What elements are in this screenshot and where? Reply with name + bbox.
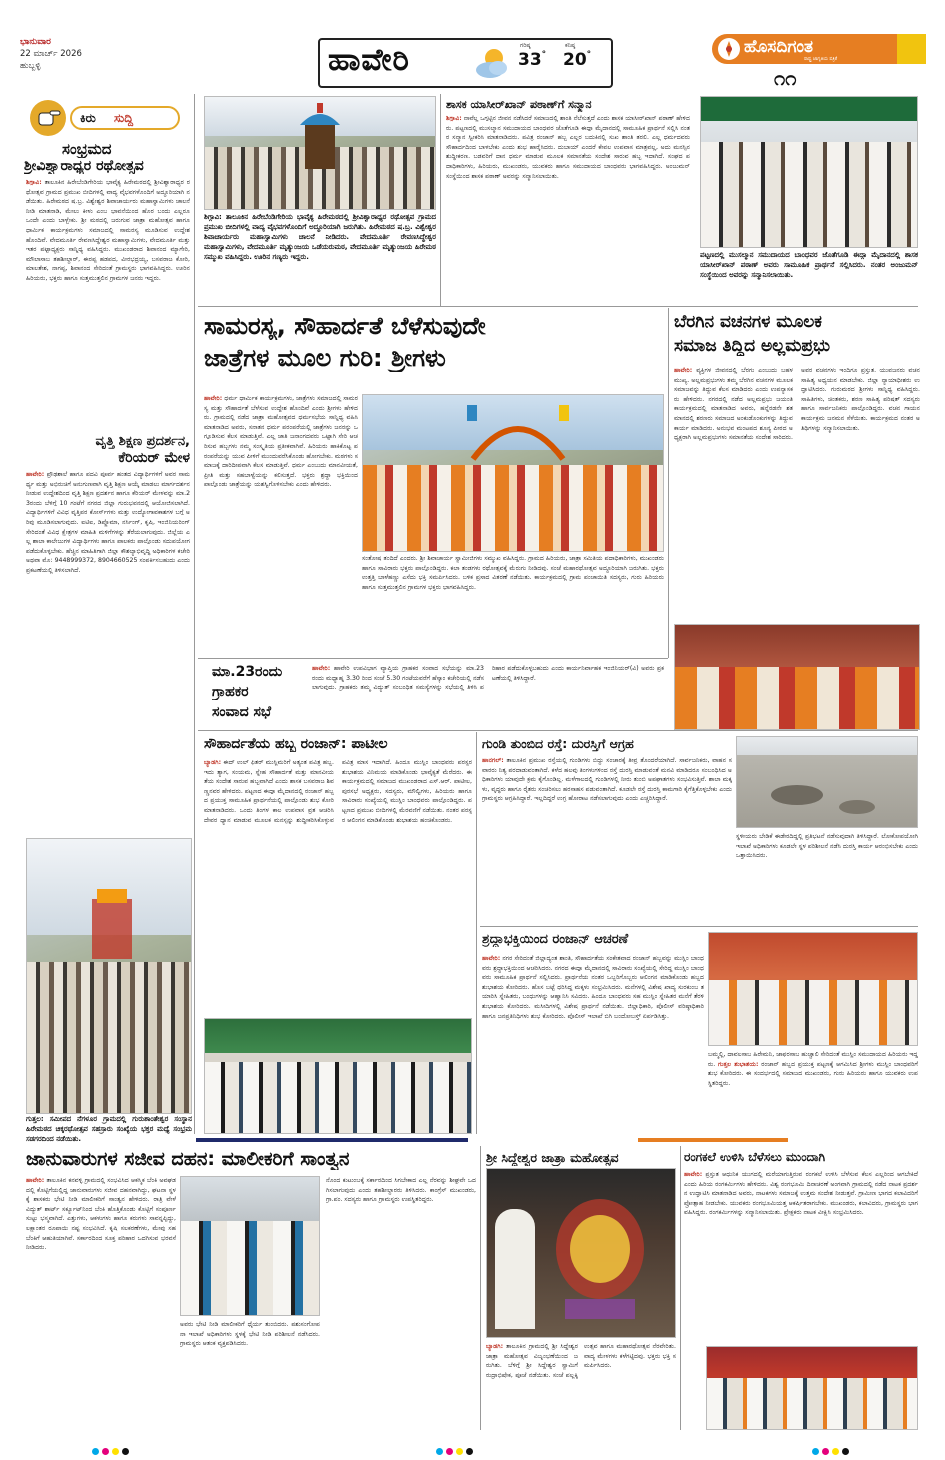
kirusuddi-label-b: ಸುದ್ದಿ	[114, 111, 134, 125]
gundi-body: ತಾಲೂಕಿನ ಪ್ರಮುಖ ರಸ್ತೆಯಲ್ಲಿ ಗುಂಡಿಗಳು ಬಿದ್ದು ಸಂಚಾರಕ್ಕೆ ತೀವ್ರ ತೊಂದರೆಯಾಗಿದೆ. ಸಾರ್ವಜನಿಕರು, ವಾಹನ ಸವಾರರು ನಿತ್ಯ ಪರದಾಡುವಂತಾಗಿದೆ. ಕಳೆದ ಹಲವು ತಿಂಗಳುಗಳಿಂದ ರಸ್ತೆ ದುರಸ್ತಿ ಮಾಡುವಂತೆ ಮನವಿ ಮಾಡಿದರೂ ಸಂಬಂಧಿಸಿದ ಅಧಿಕಾರಿಗಳು ಯಾವುದೇ ಕ್ರಮ ಕೈಗೊಂಡಿಲ್ಲ. ಮಳೆಗಾಲದಲ್ಲಿ ಗುಂಡಿಗಳಲ್ಲಿ ನೀರು ತುಂಬಿ ಅಪಘಾತಗಳು ಸಂಭವಿಸುತ್ತಿವೆ. ಶಾಲಾ ಮಕ್ಕಳು, ವೃದ್ಧರು ಹಾಗೂ ರೈತರು ಸಂಚರಿಸಲು ಹರಸಾಹಸ ಪಡುವಂತಾಗಿದೆ. ಕೂಡಲೇ ರಸ್ತೆ ದುರಸ್ತಿ ಕಾಮಗಾರಿ ಕೈಗೆತ್ತಿಕೊಳ್ಳಬೇಕು ಎಂದು ಗ್ರಾಮಸ್ಥರು ಆಗ್ರಹಿಸಿದ್ದಾರೆ. ಇಲ್ಲದಿದ್ದರೆ ಉಗ್ರ ಹೋರಾಟ ನಡೆಸಲಾಗುವುದು ಎಂದು ಎಚ್ಚರಿಸಿದ್ದಾರೆ.	[482, 757, 732, 803]
vrutti-head2: ಕೆರಿಯರ್ ಮೇಳ	[118, 450, 190, 466]
rangakale-dateline: ಹಾವೇರಿ:	[684, 1171, 703, 1178]
rangakale-article	[684, 1170, 918, 1342]
shraddha-article	[482, 954, 704, 1134]
max-temp-label: ಗರಿಷ್ಠ	[520, 42, 531, 49]
samarasya-head2: ಜಾತ್ರೆಗಳ ಮೂಲ ಗುರಿ: ಶ್ರೀಗಳು	[204, 344, 446, 372]
vrutti-head1: ವೃತ್ತಿ ಶಿಕ್ಷಣ ಪ್ರದರ್ಶನ,	[95, 434, 190, 449]
registration-dots-mid	[436, 1440, 476, 1459]
brand-block	[712, 34, 926, 90]
allama-body: ವ್ಯಕ್ತಿಗಳ ಜೀವನದಲ್ಲಿ ಬೆರಗು ಎಂಬುದು ಬಹಳ ಮುಖ್ಯ. ಅಲ್ಲಮಪ್ರಭುಗಳು ತಮ್ಮ ಬೆರಗಿನ ವಚನಗಳ ಮೂಲಕ ಸಮಾಜವನ್ನು ತಿದ್ದುವ ಕೆಲಸ ಮಾಡಿದರು ಎಂದು ಉಪನ್ಯಾಸಕರು ಹೇಳಿದರು. ನಗರದಲ್ಲಿ ನಡೆದ ಅಲ್ಲಮಪ್ರಭು ಜಯಂತಿ ಕಾರ್ಯಕ್ರಮದಲ್ಲಿ ಮಾತನಾಡಿದ ಅವರು, ಹನ್ನೆರಡನೇ ಶತಮಾನದಲ್ಲಿ ಶರಣರು ಸಮಾಜದ ಅಂಕುಡೊಂಕುಗಳನ್ನು ತಿದ್ದುವ ಕಾರ್ಯ ಮಾಡಿದರು. ಅನುಭವ ಮಂಟಪದ ಶೂನ್ಯ ಪೀಠದ ಅಧ್ಯಕ್ಷರಾಗಿ ಅಲ್ಲಮಪ್ರಭುಗಳು ಸಮಾನತೆಯ ಸಂದೇಶ ಸಾರಿದರು. ಅವರ ವಚನಗಳು ಇಂದಿಗೂ ಪ್ರಸ್ತುತ. ಯುವಜನರು ವಚನ ಸಾಹಿತ್ಯ ಅಧ್ಯಯನ ಮಾಡಬೇಕು. ಜಿಲ್ಲಾ ನ್ಯಾಯಾಧೀಶರು ಉದ್ಘಾಟಿಸಿದರು. ಗುರುಮಠದ ಶ್ರೀಗಳು ಸಾನ್ನಿಧ್ಯ ವಹಿಸಿದ್ದರು. ಸಾಹಿತಿಗಳು, ಚಿಂತಕರು, ಶರಣ ಸಾಹಿತ್ಯ ಪರಿಷತ್ ಸದಸ್ಯರು ಹಾಗೂ ಸಾರ್ವಜನಿಕರು ಪಾಲ್ಗೊಂಡಿದ್ದರು. ವಚನ ಗಾಯನ ಕಾರ್ಯಕ್ರಮ ಜನಮನ ಸೆಳೆಯಿತು. ಕಾರ್ಯಕ್ರಮದ ನಂತರ ಅತಿಥಿಗಳನ್ನು ಸನ್ಮಾನಿಸಲಾಯಿತು.	[674, 367, 920, 442]
masthead	[0, 0, 945, 92]
kirusuddi-pill	[70, 106, 180, 130]
allama-dateline: ಹಾವೇರಿ:	[674, 367, 693, 374]
siddheshwara-article	[486, 1342, 676, 1430]
min-temp-degree: °	[586, 50, 592, 60]
masthead-title-box	[318, 38, 613, 88]
samarasya-head1: ಸಾಮರಸ್ಯ, ಸೌಹಾರ್ದತೆ ಬೆಳೆಸುವುದೇ	[204, 312, 486, 340]
masthead-date-block	[20, 36, 170, 88]
samarasya-body2: ಸಂತೋಷ ತಂದಿದೆ ಎಂದರು. ಶ್ರೀ ಶಿವಾಚಾರ್ಯ ಸ್ವಾಮೀಜಿಗಳು ಸಮ್ಮುಖ ವಹಿಸಿದ್ದರು. ಗ್ರಾಮದ ಹಿರಿಯರು, ಜಾತ್ರಾ ಸಮಿತಿಯ ಪದಾಧಿಕಾರಿಗಳು, ಮುಖಂಡರು ಹಾಗೂ ಸಾವಿರಾರು ಭಕ್ತರು ಪಾಲ್ಗೊಂಡಿದ್ದರು. ಕಲಾ ತಂಡಗಳು ರಥೋತ್ಸವಕ್ಕೆ ಮೆರುಗು ನೀಡಿದವು. ಸಂಜೆ ಮಹಾರಥೋತ್ಸವ ಅದ್ಧೂರಿಯಾಗಿ ಜರುಗಿತು. ಭಕ್ತರು ಉತ್ತತ್ತಿ ಬಾಳೆಹಣ್ಣು ಎಸೆದು ಭಕ್ತಿ ಸಮರ್ಪಿಸಿದರು. ಬಳಿಕ ಪ್ರಸಾದ ವಿತರಣೆ ನಡೆಯಿತು. ಕಾರ್ಯಕ್ರಮದಲ್ಲಿ ಗ್ರಾಮ ಪಂಚಾಯಿತಿ ಸದಸ್ಯರು, ಗುರು ಹಿರಿಯರು ಹಾಗೂ ಸುತ್ತಮುತ್ತಲಿನ ಗ್ರಾಮಗಳ ಭಕ್ತರು ಭಾಗವಹಿಸಿದ್ದರು.	[362, 555, 664, 591]
yasir-body: ನಾವೆಲ್ಲ ಒಗ್ಗಟ್ಟಿನ ಜೀವನ ನಡೆಸಿದರೆ ಸಮಾಜದಲ್ಲಿ ಶಾಂತಿ ನೆಲೆಸುತ್ತದೆ ಎಂದು ಶಾಸಕ ಯಾಸೀರ್‌ಖಾನ್ ಪಠಾಣ್ ಹೇಳಿದರು. ಪಟ್ಟಣದಲ್ಲಿ ಮುಸಲ್ಮಾನ ಸಮುದಾಯದ ಬಾಂಧವರ ಜೊತೆಗೂಡಿ ಈದ್ಗಾ ಮೈದಾನದಲ್ಲಿ ಸಾಮೂಹಿಕ ಪ್ರಾರ್ಥನೆ ಸಲ್ಲಿಸಿ ನಂತರ ಸನ್ಮಾನ ಸ್ವೀಕರಿಸಿ ಮಾತನಾಡಿದರು. ಪವಿತ್ರ ರಂಜಾನ್ ಹಬ್ಬ ಎಲ್ಲರ ಬದುಕಿನಲ್ಲಿ ಸುಖ ಶಾಂತಿ ತರಲಿ. ಎಲ್ಲ ಧರ್ಮದವರು ಸೌಹಾರ್ದದಿಂದ ಬಾಳಬೇಕು ಎಂದು ಶುಭ ಹಾರೈಸಿದರು. ದುಬಾಯ್ ಎಂದರೆ ಕೇವಲ ಉಪವಾಸ ಮಾತ್ರವಲ್ಲ, ಅದು ಮನಸ್ಸಿನ ಶುದ್ಧೀಕರಣ. ಬಡವರಿಗೆ ದಾನ ಧರ್ಮ ಮಾಡುವ ಮೂಲಕ ಸಮಾನತೆಯ ಸಂದೇಶ ಸಾರುವ ಹಬ್ಬ ಇದಾಗಿದೆ. ಸಂಘದ ಪದಾಧಿಕಾರಿಗಳು, ಹಿರಿಯರು, ಮುಖಂಡರು, ಯುವಕರು ಹಾಗೂ ಸಮುದಾಯದ ಬಾಂಧವರು ಭಾಗವಹಿಸಿದ್ದರು. ಅಂಜುಮನ್ ಸಂಸ್ಥೆಯಿಂದ ಶಾಸಕ ಪಠಾಣ್ ಅವರನ್ನು ಸನ್ಮಾನಿಸಲಾಯಿತು.	[446, 115, 690, 180]
janu-article-col3	[326, 1176, 476, 1428]
section-divider-band	[196, 1138, 918, 1142]
rathotsava-photo	[204, 96, 436, 210]
souharda-article	[204, 758, 472, 1012]
max-temp-degree: °	[541, 50, 547, 60]
janu-body3: ನೊಂದ ಕುಟುಂಬಕ್ಕೆ ಸರ್ಕಾರದಿಂದ ಸಿಗಬೇಕಾದ ಎಲ್ಲ ನೆರವನ್ನು ಶೀಘ್ರವೇ ಒದಗಿಸಲಾಗುವುದು ಎಂದು ತಹಶೀಲ್ದಾರರು ತಿಳಿಸಿದರು. ಕಾಂಗ್ರೆಸ್ ಮುಖಂಡರು, ಗ್ರಾ.ಪಂ. ಸದಸ್ಯರು ಹಾಗೂ ಗ್ರಾಮಸ್ಥರು ಉಪಸ್ಥಿತರಿದ್ದರು.	[326, 1177, 476, 1204]
souharda-dateline: ಬ್ಯಾಡಗಿ:	[204, 759, 222, 766]
siddheshwara-dateline: ಬ್ಯಾಡಗಿ:	[486, 1343, 504, 1350]
shraddha-cap-text: ಬಮ್ಮಲ್ಲಿ, ದಾವಲಸಾಬ ಹಿರೇಮನಿ, ಜಾಫರಸಾಬ ಹುಚ್ಚಾಲಿ ಸೇರಿದಂತೆ ಮುಸ್ಲಿಂ ಸಮುದಾಯದ ಹಿರಿಯರು ಇದ್ದರು.	[708, 1051, 918, 1068]
masthead-title: ಹಾವೇರಿ	[328, 42, 410, 78]
rangakale-photo	[706, 1346, 918, 1430]
janu-visit-photo	[180, 1176, 320, 1316]
janu-body2: ಅವರು ಭೇಟಿ ನೀಡಿ ಮಾಲೀಕರಿಗೆ ಧೈರ್ಯ ತುಂಬಿದರು. ಪಶುಸಂಗೋಪನಾ ಇಲಾಖೆ ಅಧಿಕಾರಿಗಳು ಸ್ಥಳಕ್ಕೆ ಭೇಟಿ ನೀಡಿ ಪರಿಶೀಲನೆ ನಡೆಸಿದರು. ಗ್ರಾಮಸ್ಥರು ಆತಂಕ ವ್ಯಕ್ತಪಡಿಸಿದರು.	[180, 1321, 320, 1348]
kirusuddi-badge	[30, 100, 190, 136]
min-temp-value: 20	[563, 50, 587, 70]
max-temp-value: 33	[518, 50, 542, 70]
janu-article-col1	[26, 1176, 176, 1428]
samarasya-dateline: ಹಾವೇರಿ:	[204, 395, 223, 402]
shraddha-caption	[708, 1050, 918, 1134]
pointing-hand-icon	[30, 100, 66, 136]
janu-body1: ತಾಲೂಕಿನ ಕನವಳ್ಳಿ ಗ್ರಾಮದಲ್ಲಿ ಸಂಭವಿಸಿದ ಆಕಸ್ಮಿಕ ಬೆಂಕಿ ಅವಘಡದಲ್ಲಿ ಕೊಟ್ಟಿಗೆಯಲ್ಲಿದ್ದ ಜಾನುವಾರುಗಳು ಸಜೀವ ದಹನವಾಗಿದ್ದು, ಘಟನಾ ಸ್ಥಳಕ್ಕೆ ಶಾಸಕರು ಭೇಟಿ ನೀಡಿ ಮಾಲೀಕರಿಗೆ ಸಾಂತ್ವನ ಹೇಳಿದರು. ರಾತ್ರಿ ವೇಳೆ ವಿದ್ಯುತ್ ಶಾರ್ಟ್ ಸರ್ಕ್ಯೂಟ್‌ನಿಂದ ಬೆಂಕಿ ಹೊತ್ತಿಕೊಂಡು ಕೊಟ್ಟಿಗೆ ಸಂಪೂರ್ಣ ಸುಟ್ಟು ಭಸ್ಮವಾಗಿದೆ. ಎತ್ತುಗಳು, ಆಕಳುಗಳು ಹಾಗೂ ಕರುಗಳು ಸಾವನ್ನಪ್ಪಿದ್ದು, ಲಕ್ಷಾಂತರ ರೂಪಾಯಿ ನಷ್ಟ ಸಂಭವಿಸಿದೆ. ಕೃಷಿ ಸಲಕರಣೆಗಳು, ಮೇವು ಸಹ ಬೆಂಕಿಗೆ ಆಹುತಿಯಾಗಿವೆ. ಸರ್ಕಾರದಿಂದ ಸೂಕ್ತ ಪರಿಹಾರ ಒದಗಿಸುವ ಭರವಸೆ ನೀಡಿದರು.	[26, 1177, 176, 1252]
janu-head: ಜಾನುವಾರುಗಳ ಸಜೀವ ದಹನ: ಮಾಲೀಕರಿಗೆ ಸಾಂತ್ವನ	[26, 1148, 350, 1170]
registration-dots-right	[812, 1440, 852, 1459]
min-temp	[563, 50, 591, 70]
shraddha-body: ನಗರ ಸೇರಿದಂತೆ ಜಿಲ್ಲಾದ್ಯಂತ ಶಾಂತಿ, ಸೌಹಾರ್ದತೆಯ ಸಂಕೇತವಾದ ರಂಜಾನ್ ಹಬ್ಬವನ್ನು ಮುಸ್ಲಿಂ ಬಾಂಧವರು ಶ್ರದ್ಧಾಭಕ್ತಿಯಿಂದ ಆಚರಿಸಿದರು. ನಗರದ ಈದ್ಗಾ ಮೈದಾನದಲ್ಲಿ ಸಾವಿರಾರು ಸಂಖ್ಯೆಯಲ್ಲಿ ಸೇರಿದ್ದ ಮುಸ್ಲಿಂ ಬಾಂಧವರು ಸಾಮೂಹಿಕ ಪ್ರಾರ್ಥನೆ ಸಲ್ಲಿಸಿದರು. ಪ್ರಾರ್ಥನೆಯ ನಂತರ ಒಬ್ಬರಿಗೊಬ್ಬರು ಆಲಿಂಗನ ಮಾಡಿಕೊಂಡು ಹಬ್ಬದ ಶುಭಾಶಯ ಕೋರಿದರು. ಹೊಸ ಬಟ್ಟೆ ಧರಿಸಿದ್ದ ಮಕ್ಕಳು ಸಂಭ್ರಮಿಸಿದರು. ಮನೆಗಳಲ್ಲಿ ವಿಶೇಷ ಖಾದ್ಯ ಸುರಕುಂಬ ತಯಾರಿಸಿ ಸ್ನೇಹಿತರು, ಬಂಧುಗಳನ್ನು ಆಹ್ವಾನಿಸಿ ಸವಿದರು. ಹಿಂದೂ ಬಾಂಧವರು ಸಹ ಮುಸ್ಲಿಂ ಸ್ನೇಹಿತರ ಮನೆಗೆ ತೆರಳಿ ಶುಭಾಶಯ ಕೋರಿದರು. ಮಸೀದಿಗಳಲ್ಲಿ ವಿಶೇಷ ಪ್ರಾರ್ಥನೆ ನಡೆಯಿತು. ಜಿಲ್ಲಾಧಿಕಾರಿ, ಪೊಲೀಸ್ ವರಿಷ್ಠಾಧಿಕಾರಿ ಹಾಗೂ ಜನಪ್ರತಿನಿಧಿಗಳು ಶುಭ ಕೋರಿದರು. ಪೊಲೀಸ್ ಇಲಾಖೆ ಬಿಗಿ ಬಂದೋಬಸ್ತ್ ಏರ್ಪಡಿಸಿತ್ತು.	[482, 955, 704, 1020]
rangakale-head: ರಂಗಕಲೆ ಉಳಿಸಿ ಬೆಳೆಸಲು ಮುಂದಾಗಿ	[684, 1150, 826, 1164]
potholed-road-photo	[736, 736, 918, 828]
vrutti-article	[26, 470, 190, 832]
siddheshwara-body: ತಾಲೂಕಿನ ಗ್ರಾಮದಲ್ಲಿ ಶ್ರೀ ಸಿದ್ದೇಶ್ವರ ಜಾತ್ರಾ ಮಹೋತ್ಸವ ವಿಜೃಂಭಣೆಯಿಂದ ಜರುಗಿತು. ಬೆಳಿಗ್ಗೆ ಶ್ರೀ ಸಿದ್ದೇಶ್ವರ ಸ್ವಾಮಿಗೆ ರುದ್ರಾಭಿಷೇಕ, ಪೂಜೆ ನಡೆಯಿತು. ಸಂಜೆ ಪಲ್ಲಕ್ಕಿ ಉತ್ಸವ ಹಾಗೂ ಮಹಾರಥೋತ್ಸವ ನೆರವೇರಿತು. ವಾದ್ಯ ಮೇಳಗಳು ಕಳೆಗಟ್ಟಿದವು. ಭಕ್ತರು ಭಕ್ತಿ ಸಮರ್ಪಿಸಿದರು.	[486, 1343, 676, 1379]
gundi-article	[482, 756, 732, 918]
procession-caption: ಗುತ್ತಲ: ಸಮೀಪದ ನೆಗಳೂರ ಗ್ರಾಮದಲ್ಲಿ ಗುರುಶಾಂತೇಶ್ವರ ಸಂಸ್ಥಾನ ಹಿರೇಮಠದ ಚಿಕ್ಕರಥೋತ್ಸವ ಸಹಸ್ರಾರು ಸಂಖ್ಯೆಯ ಭಕ್ತರ ಮಧ್ಯೆ ಸಂಭ್ರಮ ಸಡಗರದಿಂದ ನಡೆಯಿತು.	[26, 1115, 192, 1143]
allama-head2: ಸಮಾಜ ತಿದ್ದಿದ ಅಲ್ಲಮಪ್ರಭು	[674, 336, 831, 356]
brand-corner	[897, 34, 926, 64]
samvada-article	[312, 664, 664, 724]
kirusuddi-label-a: ಕಿರು	[80, 111, 96, 125]
gundi-dateline: ಹಾನಗಲ್:	[482, 757, 504, 764]
allama-stage-photo	[674, 624, 920, 730]
souharda-body: ಈದ್ ಉಲ್ ಫಿತರ್ ಮುಸ್ಲಿಮರಿಗೆ ಅತ್ಯಂತ ಪವಿತ್ರ ಹಬ್ಬ. ಇದು ತ್ಯಾಗ, ಸಂಯಮ, ಸ್ನೇಹ ಸೌಹಾರ್ದತೆ ಮತ್ತು ಮಾನವೀಯತೆಯ ಸಂದೇಶ ಸಾರುವ ಹಬ್ಬವಾಗಿದೆ ಎಂದು ಶಾಸಕ ಬಸವರಾಜ ಶಿವಣ್ಣನವರ ಹೇಳಿದರು. ಪಟ್ಟಣದ ಈದ್ಗಾ ಮೈದಾನದಲ್ಲಿ ರಂಜಾನ್ ಹಬ್ಬದ ಪ್ರಯುಕ್ತ ಸಾಮೂಹಿಕ ಪ್ರಾರ್ಥನೆಯಲ್ಲಿ ಪಾಲ್ಗೊಂಡು ಶುಭ ಕೋರಿ ಮಾತನಾಡಿದರು. ಒಂದು ತಿಂಗಳ ಕಾಲ ಉಪವಾಸ ವ್ರತ ಆಚರಿಸಿ ದೇವರ ಧ್ಯಾನ ಮಾಡುವ ಮೂಲಕ ಮನಸ್ಸನ್ನು ಶುದ್ಧೀಕರಿಸಿಕೊಳ್ಳುವ ಪವಿತ್ರ ಮಾಸ ಇದಾಗಿದೆ. ಹಿಂದೂ ಮುಸ್ಲಿಂ ಬಾಂಧವರು ಪರಸ್ಪರ ಶುಭಾಶಯ ವಿನಿಮಯ ಮಾಡಿಕೊಂಡು ಭಾವೈಕ್ಯತೆ ಮೆರೆದರು. ಈ ಕಾರ್ಯಕ್ರಮದಲ್ಲಿ ಸಮಾಜದ ಮುಖಂಡರಾದ ಎಸ್.ಆರ್. ಪಾಟೀಲ, ಪುರಸಭೆ ಅಧ್ಯಕ್ಷರು, ಸದಸ್ಯರು, ಮೌಲ್ವಿಗಳು, ಹಿರಿಯರು ಹಾಗೂ ಸಾವಿರಾರು ಸಂಖ್ಯೆಯಲ್ಲಿ ಮುಸ್ಲಿಂ ಬಾಂಧವರು ಪಾಲ್ಗೊಂಡಿದ್ದರು. ಪಟ್ಟಣದ ಪ್ರಮುಖ ಬೀದಿಗಳಲ್ಲಿ ಮೆರವಣಿಗೆ ನಡೆಯಿತು. ನಂತರ ಪರಸ್ಪರ ಆಲಿಂಗನ ಮಾಡಿಕೊಂಡು ಶುಭಾಶಯ ಹಂಚಿಕೊಂಡರು.	[204, 759, 472, 824]
shraddha-sub-dateline: ಗುತ್ತಲ ಶುಭಾಶಯ:	[718, 1060, 759, 1068]
allama-head1: ಬೆರಗಿನ ವಚನಗಳ ಮೂಲಕ	[674, 312, 822, 332]
felicitation-caption: ಪಟ್ಟಣದಲ್ಲಿ ಮುಸಲ್ಮಾನ ಸಮುದಾಯದ ಬಾಂಧವರ ಜೊತೆಗೂಡಿ ಈದ್ಗಾ ಮೈದಾನದಲ್ಲಿ ಶಾಸಕ ಯಾಸೀರ್‌ಖಾನ್ ಪಠಾಣ್ ಅವರು ಸಾಮೂಹಿಕ ಪ್ರಾರ್ಥನೆ ಸಲ್ಲಿಸಿದರು. ನಂತರ ಅಂಜುಮನ್ ಸಂಸ್ಥೆಯಿಂದ ಅವರನ್ನು ಸನ್ಮಾನಿಸಲಾಯಿತು.	[700, 251, 918, 279]
masthead-date: 22 ಮಾರ್ಚ್ 2026	[20, 49, 82, 59]
masthead-day: ಭಾನುವಾರ	[20, 37, 51, 47]
samvada-body: ಹಾವೇರಿ ಉಪವಿಭಾಗ ವ್ಯಾಪ್ತಿಯ ಗ್ರಾಹಕರ ಸಂವಾದ ಸಭೆಯನ್ನು ಮಾ.23 ರಂದು ಮಧ್ಯಾಹ್ನ 3.30 ರಿಂದ ಸಂಜೆ 5.30 ಗಂಟೆಯವರೆಗೆ ಹೆಸ್ಕಾಂ ಕಚೇರಿಯಲ್ಲಿ ನಡೆಸಲಾಗುವುದು. ಗ್ರಾಹಕರು ತಮ್ಮ ವಿದ್ಯುತ್ ಸಂಬಂಧಿತ ಸಮಸ್ಯೆಗಳನ್ನು ಸಭೆಯಲ್ಲಿ ತಿಳಿಸಿ ಪರಿಹಾರ ಪಡೆದುಕೊಳ್ಳಬಹುದು ಎಂದು ಕಾರ್ಯನಿರ್ವಾಹಕ ಇಂಜಿನಿಯರ್(ವಿ) ಅವರು ಪ್ರಕಟಣೆಯಲ್ಲಿ ತಿಳಿಸಿದ್ದಾರೆ.	[312, 665, 664, 692]
rathotsava-caption: ಶಿಗ್ಗಾವಿ: ತಾಲೂಕಿನ ಹಿರೇಬೆಂಡಿಗೇರಿಯ ಭಾವೈಕ್ಯ ಹಿರೇಮಠದಲ್ಲಿ ಶ್ರೀವಿಶ್ವಾರಾಧ್ಯರ ರಥೋತ್ಸವ ಗ್ರಾಮದ ಪ್ರಮುಖ ಬೀದಿಗಳಲ್ಲಿ ವಾದ್ಯ ವೈಭವಗಳೊಂದಿಗೆ ಅದ್ಧೂರಿಯಾಗಿ ಜರುಗಿತು. ಹಿರೇಮಠದ ಷ.ಬ್ರ. ವಿಶ್ವೇಶ್ವರ ಶಿವಾಚಾರ್ಯರು ಮಹಾಸ್ವಾಮಿಗಳು ಚಾಲನೆ ನೀಡಿದರು. ವೇದಮೂರ್ತಿ ರೇವಣಸಿದ್ಧೇಶ್ವರ ಮಹಾಸ್ವಾಮಿಗಳು, ವೇದಮೂರ್ತಿ ಮೃತ್ಯುಂಜಯ ಒಡೆಯರುಮಠ, ವೇದಮೂರ್ತಿ ಮೃತ್ಯುಂಜಯ ಹಿರೇಮಠ ಸಮ್ಮುಖ ವಹಿಸಿದ್ದರು. ಊರಿನ ಗಣ್ಯರು ಇದ್ದರು.	[204, 213, 436, 261]
yasir-article	[446, 114, 690, 304]
felicitation-photo	[700, 96, 918, 248]
allama-article	[674, 366, 920, 620]
gundi-side-body: ಸ್ಥಳೀಯರು ಬೇಡಿಕೆ ಈಡೇರದಿದ್ದಲ್ಲಿ ಪ್ರತಿಭಟನೆ ನಡೆಸುವುದಾಗಿ ತಿಳಿಸಿದ್ದಾರೆ. ಲೋಕೋಪಯೋಗಿ ಇಲಾಖೆ ಅಧಿಕಾರಿಗಳು ಕೂಡಲೇ ಸ್ಥಳ ಪರಿಶೀಲನೆ ನಡೆಸಿ ದುರಸ್ತಿ ಕಾರ್ಯ ಆರಂಭಿಸಬೇಕು ಎಂದು ಒತ್ತಾಯಿಸಿದರು.	[736, 833, 918, 860]
vrutti-dateline: ಹಾವೇರಿ:	[26, 471, 45, 478]
janu-dateline: ಹಾವೇರಿ:	[26, 1177, 45, 1184]
siddheshwara-photo	[486, 1168, 676, 1338]
kirusuddi-head2: ಶ್ರೀವಿಶ್ವಾರಾಧ್ಯರ ರಥೋತ್ಸವ	[24, 158, 144, 174]
souharda-head: ಸೌಹಾರ್ದತೆಯ ಹಬ್ಬ ರಂಜಾನ್: ಪಾಟೀಲ	[204, 736, 388, 752]
swamiji-procession-photo	[362, 394, 664, 552]
janu-article-col2	[180, 1320, 320, 1428]
brand-emblem-icon	[718, 38, 740, 60]
rangakale-body: ಪ್ರಸ್ತುತ ಆಧುನಿಕ ಯುಗದಲ್ಲಿ ಮರೆಯಾಗುತ್ತಿರುವ ರಂಗಕಲೆ ಉಳಿಸಿ ಬೆಳೆಸುವ ಕೆಲಸ ಎಲ್ಲರಿಂದ ಆಗಬೇಕಿದೆ ಎಂದು ಹಿರಿಯ ರಂಗಕರ್ಮಿಗಳು ಹೇಳಿದರು. ವಿಶ್ವ ರಂಗಭೂಮಿ ದಿನಾಚರಣೆ ಅಂಗವಾಗಿ ಗ್ರಾಮದಲ್ಲಿ ನಡೆದ ನಾಟಕ ಪ್ರದರ್ಶನ ಉದ್ಘಾಟಿಸಿ ಮಾತನಾಡಿದ ಅವರು, ನಾಟಕಗಳು ಸಮಾಜಕ್ಕೆ ಉತ್ತಮ ಸಂದೇಶ ನೀಡುತ್ತವೆ. ಗ್ರಾಮೀಣ ಭಾಗದ ಕಲಾವಿದರಿಗೆ ಪ್ರೋತ್ಸಾಹ ನೀಡಬೇಕು. ಯುವಕರು ರಂಗಭೂಮಿಯತ್ತ ಆಕರ್ಷಿತರಾಗಬೇಕು. ಮುಖಂಡರು, ಕಲಾವಿದರು, ಗ್ರಾಮಸ್ಥರು ಭಾಗವಹಿಸಿದ್ದರು. ರಂಗಕರ್ಮಿಗಳನ್ನು ಸನ್ಮಾನಿಸಲಾಯಿತು. ಪ್ರೇಕ್ಷಕರು ನಾಟಕ ವೀಕ್ಷಿಸಿ ಸಂಭ್ರಮಿಸಿದರು.	[684, 1171, 918, 1217]
min-temp-label: ಕನಿಷ್ಠ	[565, 42, 576, 49]
vrutti-body: ಪ್ರೌಢಶಾಲೆ ಹಾಗೂ ಪದವಿ ಪೂರ್ವ ಹಂತದ ವಿದ್ಯಾರ್ಥಿಗಳಿಗೆ ಅವರ ಸಾಮರ್ಥ್ಯ ಮತ್ತು ಅಭಿರುಚಿಗೆ ಅನುಗುಣವಾಗಿ ವೃತ್ತಿ ಶಿಕ್ಷಣ ಆಯ್ಕೆ ಮಾಡಲು ಮಾರ್ಗದರ್ಶನ ನೀಡುವ ಉದ್ದೇಶದಿಂದ ವೃತ್ತಿ ಶಿಕ್ಷಣ ಪ್ರದರ್ಶನ ಹಾಗೂ ಕೆರಿಯರ್ ಮೇಳವನ್ನು ಮಾ.23ರಂದು ಬೆಳಿಗ್ಗೆ 10 ಗಂಟೆಗೆ ನಗರದ ಜಿಲ್ಲಾ ಗುರುಭವನದಲ್ಲಿ ಆಯೋಜಿಸಲಾಗಿದೆ. ವಿದ್ಯಾರ್ಥಿಗಳಿಗೆ ವಿವಿಧ ವೃತ್ತಿಪರ ಕೋರ್ಸ್‌ಗಳು ಮತ್ತು ಉದ್ಯೋಗಾವಕಾಶಗಳ ಬಗ್ಗೆ ಅರಿವು ಮೂಡಿಸಲಾಗುವುದು. ಐಟಿಐ, ಡಿಪ್ಲೊಮಾ, ನರ್ಸಿಂಗ್, ಕೃಷಿ, ಇಂಜಿನಿಯರಿಂಗ್ ಸೇರಿದಂತೆ ವಿವಿಧ ಕ್ಷೇತ್ರಗಳ ಮಾಹಿತಿ ಮಳಿಗೆಗಳನ್ನು ತೆರೆಯಲಾಗುವುದು. ಜಿಲ್ಲೆಯ ಎಲ್ಲ ಶಾಲಾ ಕಾಲೇಜುಗಳ ವಿದ್ಯಾರ್ಥಿಗಳು ಹಾಗೂ ಪಾಲಕರು ಪಾಲ್ಗೊಂಡು ಸದುಪಯೋಗ ಪಡೆದುಕೊಳ್ಳಬೇಕು. ಹೆಚ್ಚಿನ ಮಾಹಿತಿಗಾಗಿ ಜಿಲ್ಲಾ ಕೌಶಲ್ಯಾಭಿವೃದ್ಧಿ ಅಧಿಕಾರಿಗಳ ಕಚೇರಿ ಅಥವಾ ಮೊ: 9448999372, 8904660525 ಸಂಪರ್ಕಿಸಬಹುದು ಎಂದು ಪ್ರಕಟಣೆಯಲ್ಲಿ ತಿಳಿಸಲಾಗಿದೆ.	[26, 471, 190, 574]
page-number: ೧೧	[774, 66, 797, 90]
masthead-city: ಹುಬ್ಬಳ್ಳಿ	[20, 61, 41, 71]
yasir-head: ಶಾಸಕ ಯಾಸೀರ್‌ಖಾನ್ ಪಠಾಣ್‌ಗೆ ಸನ್ಮಾನ	[446, 98, 592, 111]
samvada-head3: ಸಂವಾದ ಸಭೆ	[212, 704, 272, 720]
ramzan-prayer-photo	[204, 1018, 472, 1134]
siddheshwara-head: ಶ್ರೀ ಸಿದ್ದೇಶ್ವರ ಜಾತ್ರಾ ಮಹೋತ್ಸವ	[486, 1150, 619, 1165]
max-temp	[518, 50, 546, 70]
shraddha-photo	[708, 932, 918, 1046]
shraddha-dateline: ಹಾವೇರಿ:	[482, 955, 501, 962]
weather-partly-cloudy-icon	[472, 44, 512, 84]
kirusuddi-head1: ಸಂಭ್ರಮದ	[62, 140, 112, 158]
yasir-dateline: ಶಿಗ್ಗಾವಿ:	[446, 115, 462, 122]
brand-name: ಹೊಸದಿಗಂತ	[744, 37, 814, 57]
samvada-head2: ಗ್ರಾಹಕರ	[212, 684, 249, 700]
registration-dots-left	[92, 1440, 132, 1459]
gundi-side-article	[736, 832, 918, 920]
samarasya-article-col1	[204, 394, 358, 654]
shraddha-head: ಶ್ರದ್ಧಾಭಕ್ತಿಯಿಂದ ರಂಜಾನ್ ಆಚರಣೆ	[482, 932, 629, 947]
brand-bar	[712, 34, 897, 64]
brand-tagline: ರಾಷ್ಟ್ರ ಜಾಗೃತಿಯ ಪತ್ರಿಕೆ	[804, 57, 838, 62]
samarasya-article-col2	[362, 554, 664, 654]
kirusuddi-dateline: ಶಿಗ್ಗಾವಿ:	[26, 179, 42, 186]
samvada-head1: ಮಾ.23ರಂದು	[212, 664, 283, 680]
gundi-head: ಗುಂಡಿ ತುಂಬಿದ ರಸ್ತೆ: ದುರಸ್ತಿಗೆ ಆಗ್ರಹ	[482, 736, 634, 751]
samarasya-body1: ಧರ್ಮ ಧಾರ್ಮಿಕ ಕಾರ್ಯಕ್ರಮಗಳು, ಜಾತ್ರೆಗಳು ಸಮಾಜದಲ್ಲಿ ಸಾಮರಸ್ಯ ಮತ್ತು ಸೌಹಾರ್ದತೆ ಬೆಳೆಸುವ ಉದ್ದೇಶ ಹೊಂದಿವೆ ಎಂದು ಶ್ರೀಗಳು ಹೇಳಿದರು. ಗ್ರಾಮದಲ್ಲಿ ನಡೆದ ಜಾತ್ರಾ ಮಹೋತ್ಸವದ ಧರ್ಮಸಭೆಯ ಸಾನ್ನಿಧ್ಯ ವಹಿಸಿ ಮಾತನಾಡಿದ ಅವರು, ಸನಾತನ ಧರ್ಮ ಪರಂಪರೆಯಲ್ಲಿ ಜಾತ್ರೆಗಳು ಜನರನ್ನು ಒಗ್ಗೂಡಿಸುವ ಕೆಲಸ ಮಾಡುತ್ತಿವೆ. ಎಲ್ಲ ಜಾತಿ ಜನಾಂಗದವರು ಒಟ್ಟಾಗಿ ಸೇರಿ ಆಚರಿಸುವ ಹಬ್ಬಗಳು ನಮ್ಮ ಸಂಸ್ಕೃತಿಯ ಪ್ರತೀಕವಾಗಿವೆ. ಹಿರಿಯರು ಹಾಕಿಕೊಟ್ಟ ಪರಂಪರೆಯನ್ನು ಯುವ ಪೀಳಿಗೆ ಮುಂದುವರೆಸಿಕೊಂಡು ಹೋಗಬೇಕು. ಮಠಗಳು ಸಮಾಜಕ್ಕೆ ದಾರಿದೀಪವಾಗಿ ಕೆಲಸ ಮಾಡುತ್ತಿವೆ. ಧರ್ಮ ಎಂಬುದು ಮಾನವೀಯತೆ, ಪ್ರೀತಿ ಮತ್ತು ಸಹಬಾಳ್ವೆಯನ್ನು ಕಲಿಸುತ್ತದೆ. ಭಕ್ತರು ಶ್ರದ್ಧಾ ಭಕ್ತಿಯಿಂದ ಪಾಲ್ಗೊಂಡು ಜಾತ್ರೆಯನ್ನು ಯಶಸ್ವಿಗೊಳಿಸಬೇಕು ಎಂದು ಹೇಳಿದರು.	[204, 395, 358, 489]
samvada-dateline: ಹಾವೇರಿ:	[312, 665, 331, 672]
kirusuddi-article	[26, 178, 190, 428]
procession-photo	[26, 838, 192, 1114]
shraddha-sub-body: ರಂಜಾನ್ ಹಬ್ಬದ ಪ್ರಯುಕ್ತ ಪಟ್ಟಣಕ್ಕೆ ಆಗಮಿಸಿದ ಶ್ರೀಗಳು ಮುಸ್ಲಿಂ ಬಾಂಧವರಿಗೆ ಶುಭ ಕೋರಿದರು. ಈ ಸಂದರ್ಭದಲ್ಲಿ ಸಮಾಜದ ಮುಖಂಡರು, ಗುರು ಹಿರಿಯರು ಹಾಗೂ ಯುವಕರು ಉಪಸ್ಥಿತರಿದ್ದರು.	[708, 1060, 918, 1087]
kirusuddi-body: ತಾಲೂಕಿನ ಹಿರೇಬೆಂಡಿಗೇರಿಯ ಭಾವೈಕ್ಯ ಹಿರೇಮಠದಲ್ಲಿ ಶ್ರೀವಿಶ್ವಾರಾಧ್ಯರ ರಥೋತ್ಸವ ಗ್ರಾಮದ ಪ್ರಮುಖ ಬೀದಿಗಳಲ್ಲಿ ವಾದ್ಯ ವೈಭವಗಳೊಂದಿಗೆ ಅದ್ಧೂರಿಯಾಗಿ ನಡೆಯಿತು. ಹಿರೇಮಠದ ಷ.ಬ್ರ. ವಿಶ್ವೇಶ್ವರ ಶಿವಾಚಾರ್ಯರು ಮಹಾಸ್ವಾಮಿಗಳು ಚಾಲನೆ ನೀಡಿ ಮಾತನಾಡಿ, ಮೇಲು ಕೀಳು ಎಂಬ ಭಾವನೆಯಿಂದ ಹೊರ ಬಂದು ಎಲ್ಲರೂ ಒಂದೇ ಎಂದು ಬಾಳ್ಬೇಕು. ಶ್ರೀ ಮಠದಲ್ಲಿ ಜರುಗುವ ಜಾತ್ರಾ ಮಹೋತ್ಸವ ಹಾಗೂ ಧಾರ್ಮಿಕ ಕಾರ್ಯಕ್ರಮಗಳು ಸಮಾಜದಲ್ಲಿ ಸಾಮರಸ್ಯ ಮೂಡಿಸುವ ಉದ್ದೇಶ ಹೊಂದಿವೆ. ವೇದಮೂರ್ತಿ ರೇವಣಸಿದ್ಧೇಶ್ವರ ಮಹಾಸ್ವಾಮಿಗಳು, ವೇದಮೂರ್ತಿ ಮತ್ತು ಇತರ ಪಟ್ಟಾಧ್ಯಕ್ಷರು ಸಾನ್ನಿಧ್ಯ ವಹಿಸಿದ್ದರು. ಮುಖಂಡರಾದ ಶಿವಾನಂದ ಮ್ಯಾಗೇರಿ, ಮೌಲಾಸಾಬ ತಹಶೀಲ್ದಾರ್, ಈರಪ್ಪ ಹಡಪದ, ವೀರಭದ್ರಯ್ಯ, ಬಸವರಾಜ ಕೋರಿ, ಮಾಲತೇಶ, ನಾಗಪ್ಪ, ಶಿವಾನಂದ ಸೇರಿದಂತೆ ಗ್ರಾಮಸ್ಥರು ಭಾಗವಹಿಸಿದ್ದರು. ಊರಿನ ಹಿರಿಯರು, ಭಕ್ತರು ಹಾಗೂ ಸುತ್ತಮುತ್ತಲಿನ ಗ್ರಾಮಗಳ ಜನರು ಇದ್ದರು.	[26, 179, 190, 282]
